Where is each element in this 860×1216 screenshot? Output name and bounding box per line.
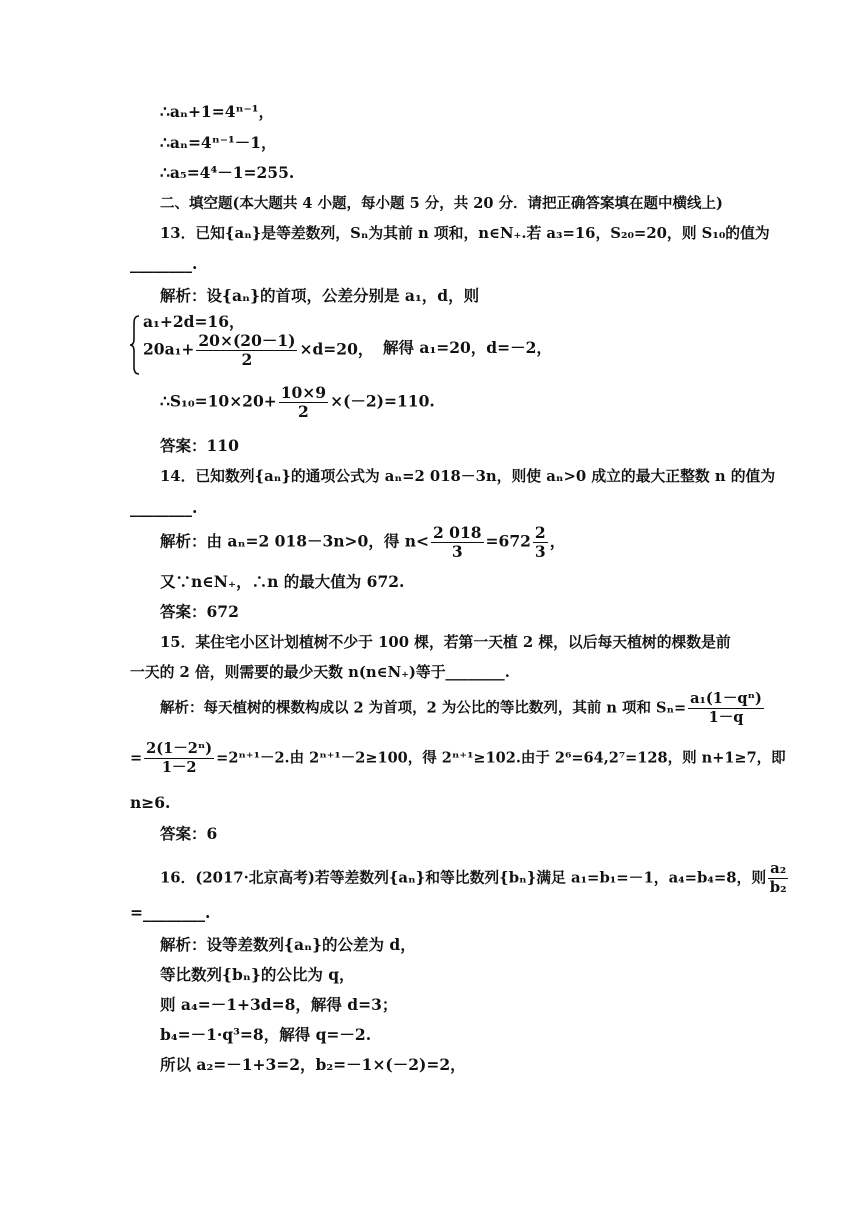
answer-text: 答案：6: [160, 824, 218, 843]
answer-blank: ________.: [130, 498, 198, 517]
solution-text: 解得 a₁=20，d=－2，: [383, 338, 552, 357]
solution-text: 所以 a₂=－1+3=2，b₂=－1×(－2)=2，: [160, 1055, 466, 1074]
question-13: 13．已知{aₙ}是等差数列，Sₙ为其前 n 项和，n∈N₊.若 a₃=16，S₂₀=20，则 S₁₀的值为: [160, 225, 770, 242]
fraction: $\frac{10\times 9}{2}$: [280, 383, 327, 421]
section-heading: 二、填空题(本大题共 4 小题，每小题 5 分，共 20 分．请把正确答案填在题中横线上): [160, 195, 723, 212]
equation-line: = $\frac{\text{2(1－2ⁿ)}}{1-2}$ =2ⁿ⁺¹－2.由 2ⁿ⁺¹－2≥100，得 2ⁿ⁺¹≥102.由于 2⁶=64,2⁷=128，则 n+1≥7，即: [130, 740, 786, 776]
question-14: 14．已知数列{aₙ}的通项公式为 aₙ=2 018－3n，则使 aₙ>0 成立的最大正整数 n 的值为: [160, 468, 776, 485]
question-15: 15．某住宅小区计划植树不少于 100 棵，若第一天植 2 棵，以后每天植树的棵数是前: [160, 634, 731, 651]
solution-text: 则 a₄=－1+3d=8，解得 d=3；: [160, 995, 398, 1014]
fraction: $\frac{2}{3}$: [534, 523, 546, 561]
equation-line: a₁+2d=16，: [143, 312, 245, 331]
equation-line: ∴S₁₀=10×20+ $\frac{10\times 9}{2}$ ×(－2)=110.: [160, 383, 435, 421]
answer-blank: =________.: [130, 903, 211, 922]
answer-blank: ________.: [130, 254, 198, 273]
equation-line: 解析：由 aₙ=2 018－3n>0，得 n< $\frac{2 018}{3}$ =672 $\frac{2}{3}$ ，: [160, 523, 566, 561]
text-line: ∴aₙ=4ⁿ⁻¹－1，: [160, 133, 277, 152]
solution-text: n≥6.: [130, 793, 171, 812]
equation-line: 20a₁+ $\frac{20\times(20-1)}{2}$ ×d=20，: [143, 331, 374, 369]
text-line: ∴aₙ+1=4ⁿ⁻¹，: [160, 102, 275, 121]
answer-text: 答案：672: [160, 602, 239, 621]
fraction: $\frac{\text{a₁(1－qⁿ)}}{1-q}$: [690, 690, 762, 726]
solution-text: 等比数列{bₙ}的公比为 q，: [160, 965, 355, 984]
fraction: $\frac{2 018}{3}$: [433, 523, 482, 561]
brace-icon: [130, 315, 140, 375]
solution-text: 解析：设{aₙ}的首项，公差分别是 a₁，d，则: [160, 286, 480, 305]
solution-text: b₄=－1·q³=8，解得 q=－2.: [160, 1025, 372, 1044]
equation-line: 解析：每天植树的棵数构成以 2 为首项，2 为公比的等比数列，其前 n 项和 Sₙ= $\frac{\text{a₁(1－qⁿ)}}{1-q}$: [160, 690, 762, 726]
fraction: $\frac{20\times(20-1)}{2}$: [198, 331, 296, 369]
answer-text: 答案：110: [160, 436, 239, 455]
question-15-cont: 一天的 2 倍，则需要的最少天数 n(n∈N₊)等于________.: [130, 664, 510, 681]
solution-text: 又∵n∈N₊，∴n 的最大值为 672.: [160, 572, 405, 591]
text-line: ∴a₅=4⁴－1=255.: [160, 163, 295, 182]
fraction: $\frac{\text{a₂}}{\text{b₂}}$: [769, 860, 787, 896]
solution-text: 解析：设等差数列{aₙ}的公差为 d，: [160, 935, 416, 954]
fraction: $\frac{\text{2(1－2ⁿ)}}{1-2}$: [146, 740, 213, 776]
question-16: 16．(2017·北京高考)若等差数列{aₙ}和等比数列{bₙ}满足 a₁=b₁=－1，a₄=b₄=8，则 $\frac{\text{a₂}}{\text{b₂}}$: [160, 860, 787, 896]
